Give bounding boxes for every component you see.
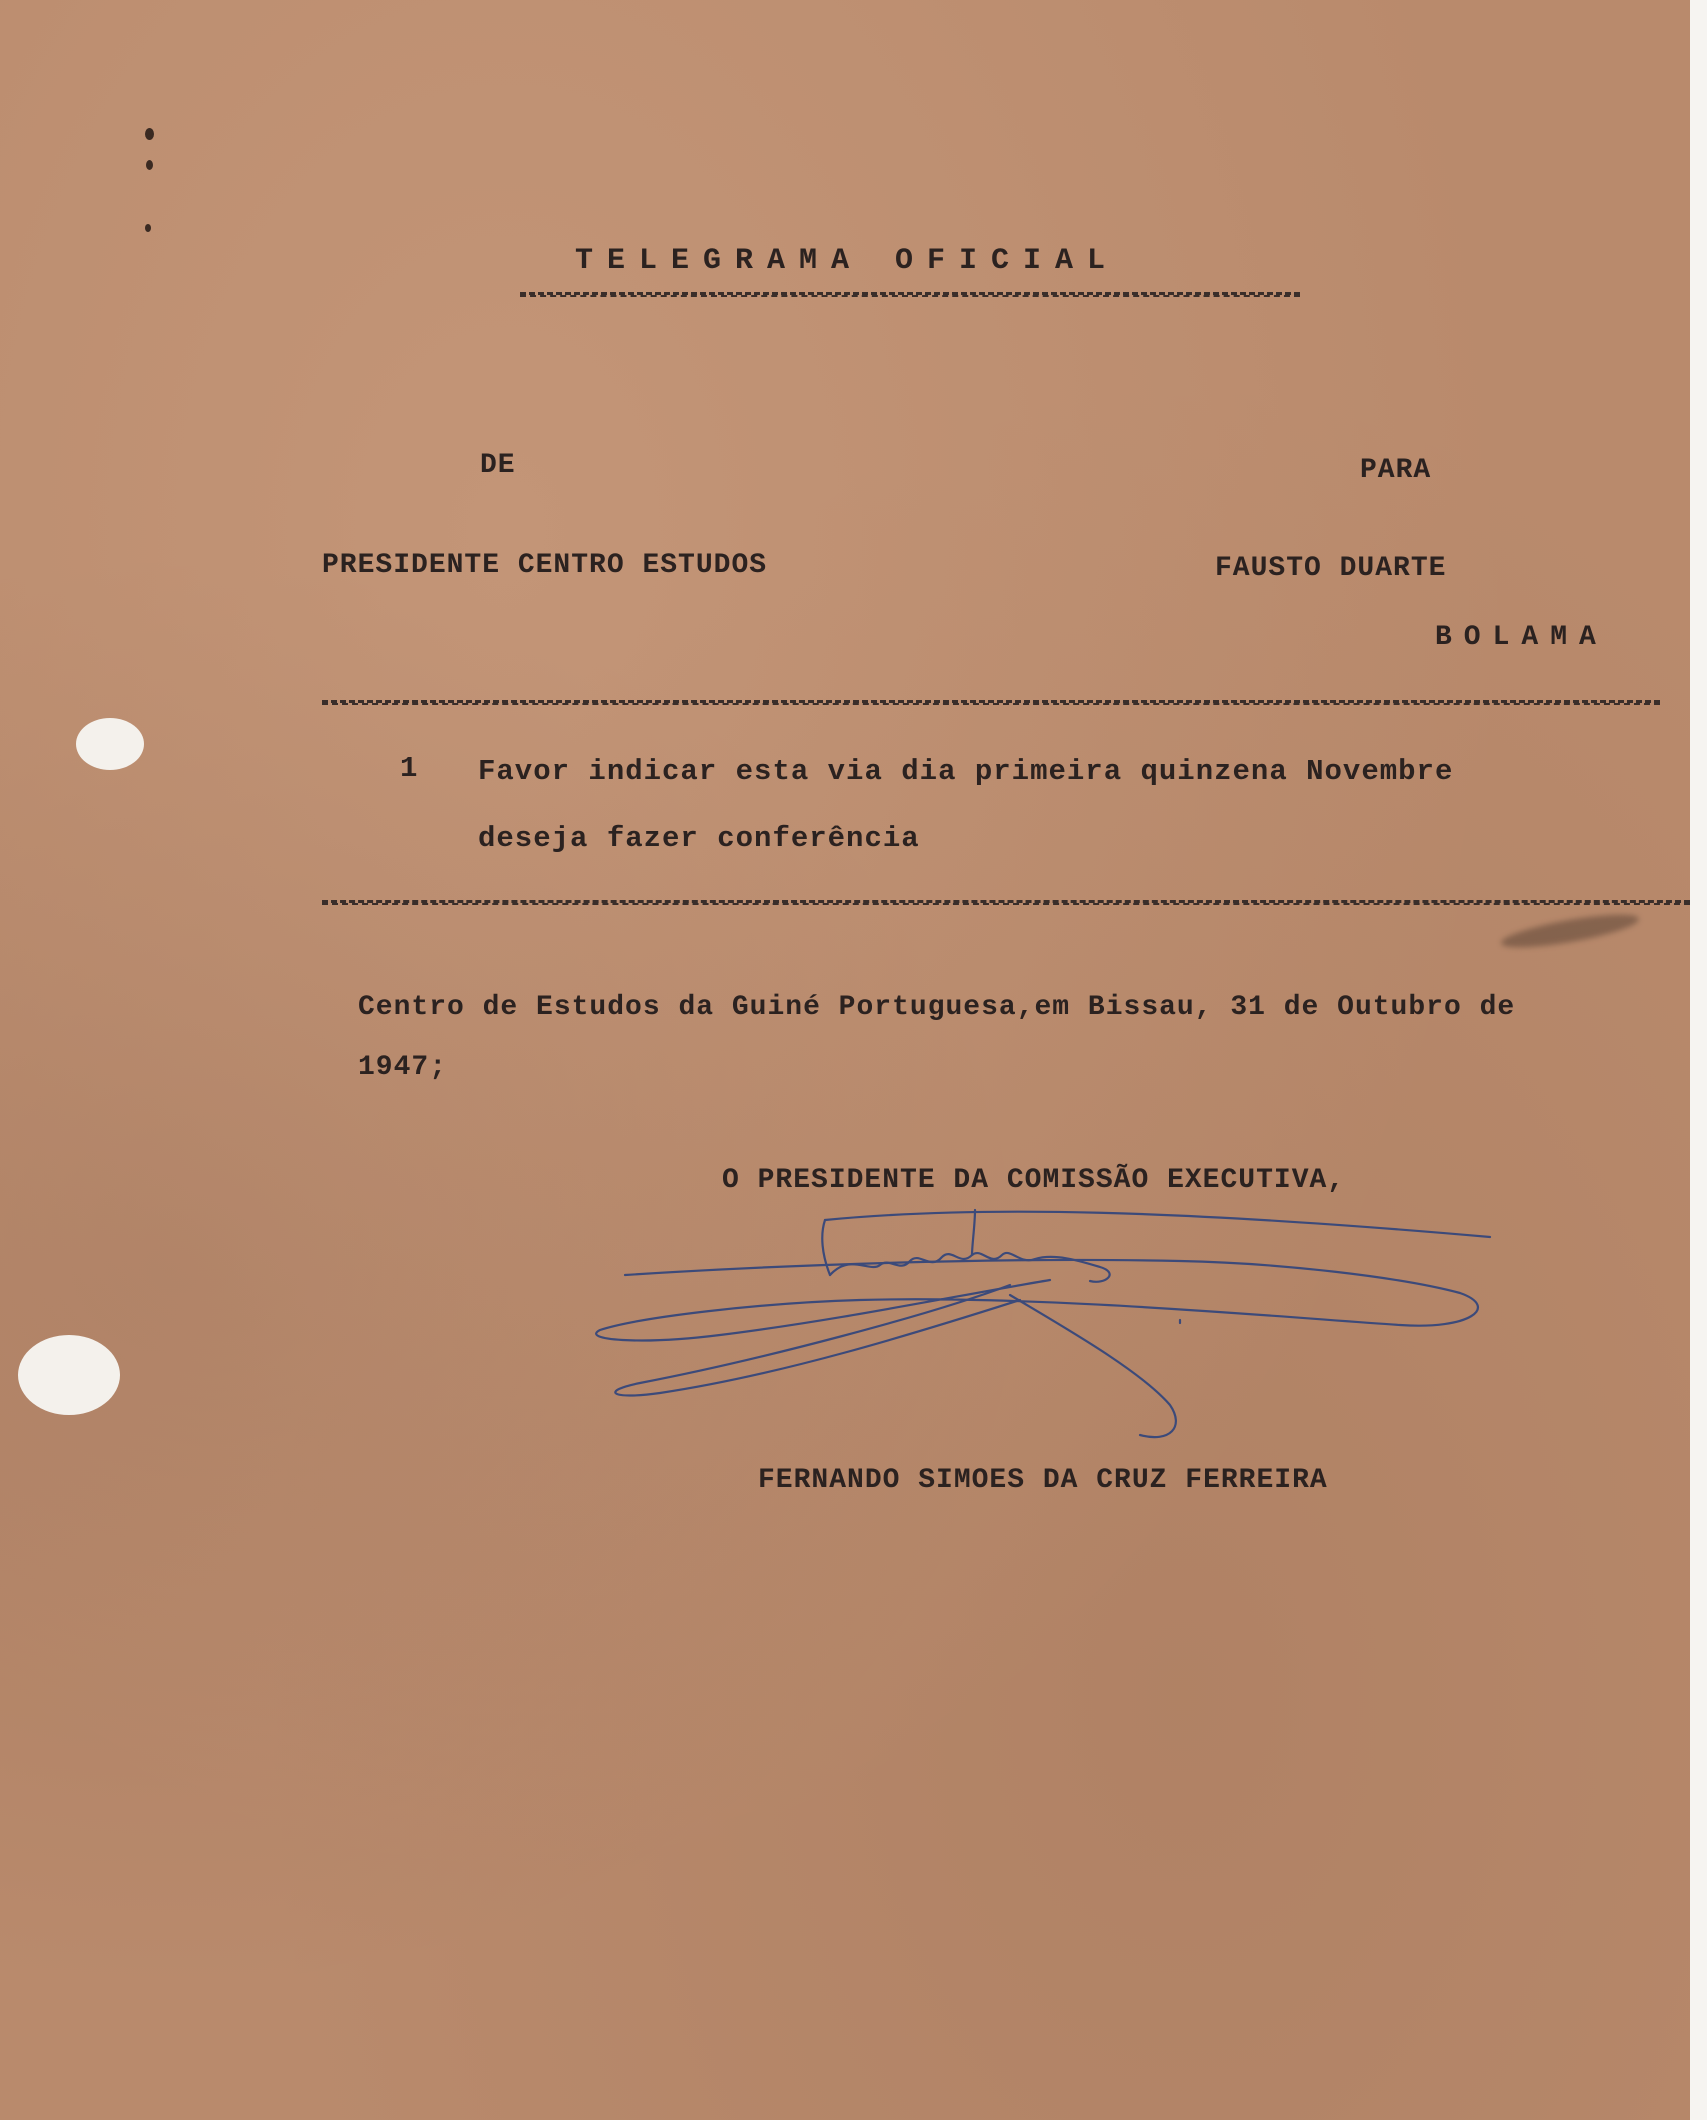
scan-border: [1690, 0, 1707, 2120]
place-date-line: 1947;: [358, 1052, 448, 1083]
header-separator: [322, 700, 1660, 705]
staple-mark: [145, 128, 154, 140]
title-underline: [520, 292, 1300, 297]
message-line: Favor indicar esta via dia primeira quinzena Novembre: [478, 755, 1454, 788]
page-title: TELEGRAMA OFICIAL: [575, 244, 1120, 278]
staple-mark: [145, 224, 151, 232]
message-line: deseja fazer conferência: [478, 822, 920, 855]
place-date-line: Centro de Estudos da Guiné Portuguesa,em Bissau, 31 de Outubro de: [358, 992, 1516, 1023]
from-label: DE: [480, 450, 516, 481]
binder-hole-bottom: [18, 1335, 120, 1415]
signatory-title: O PRESIDENTE DA COMISSÃO EXECUTIVA,: [722, 1165, 1346, 1196]
to-label: PARA: [1360, 455, 1432, 486]
recipient-place: BOLAMA: [1435, 622, 1608, 653]
signatory-name: FERNANDO SIMOES DA CRUZ FERREIRA: [758, 1465, 1328, 1496]
item-number: 1: [400, 752, 419, 785]
recipient-name: FAUSTO DUARTE: [1215, 553, 1447, 584]
ink-smudge: [1499, 908, 1641, 954]
binder-hole-top: [76, 718, 144, 770]
sender-field: PRESIDENTE CENTRO ESTUDOS: [322, 550, 768, 581]
message-separator: [322, 900, 1690, 905]
handwritten-signature: [580, 1195, 1500, 1465]
staple-mark: [146, 160, 153, 170]
